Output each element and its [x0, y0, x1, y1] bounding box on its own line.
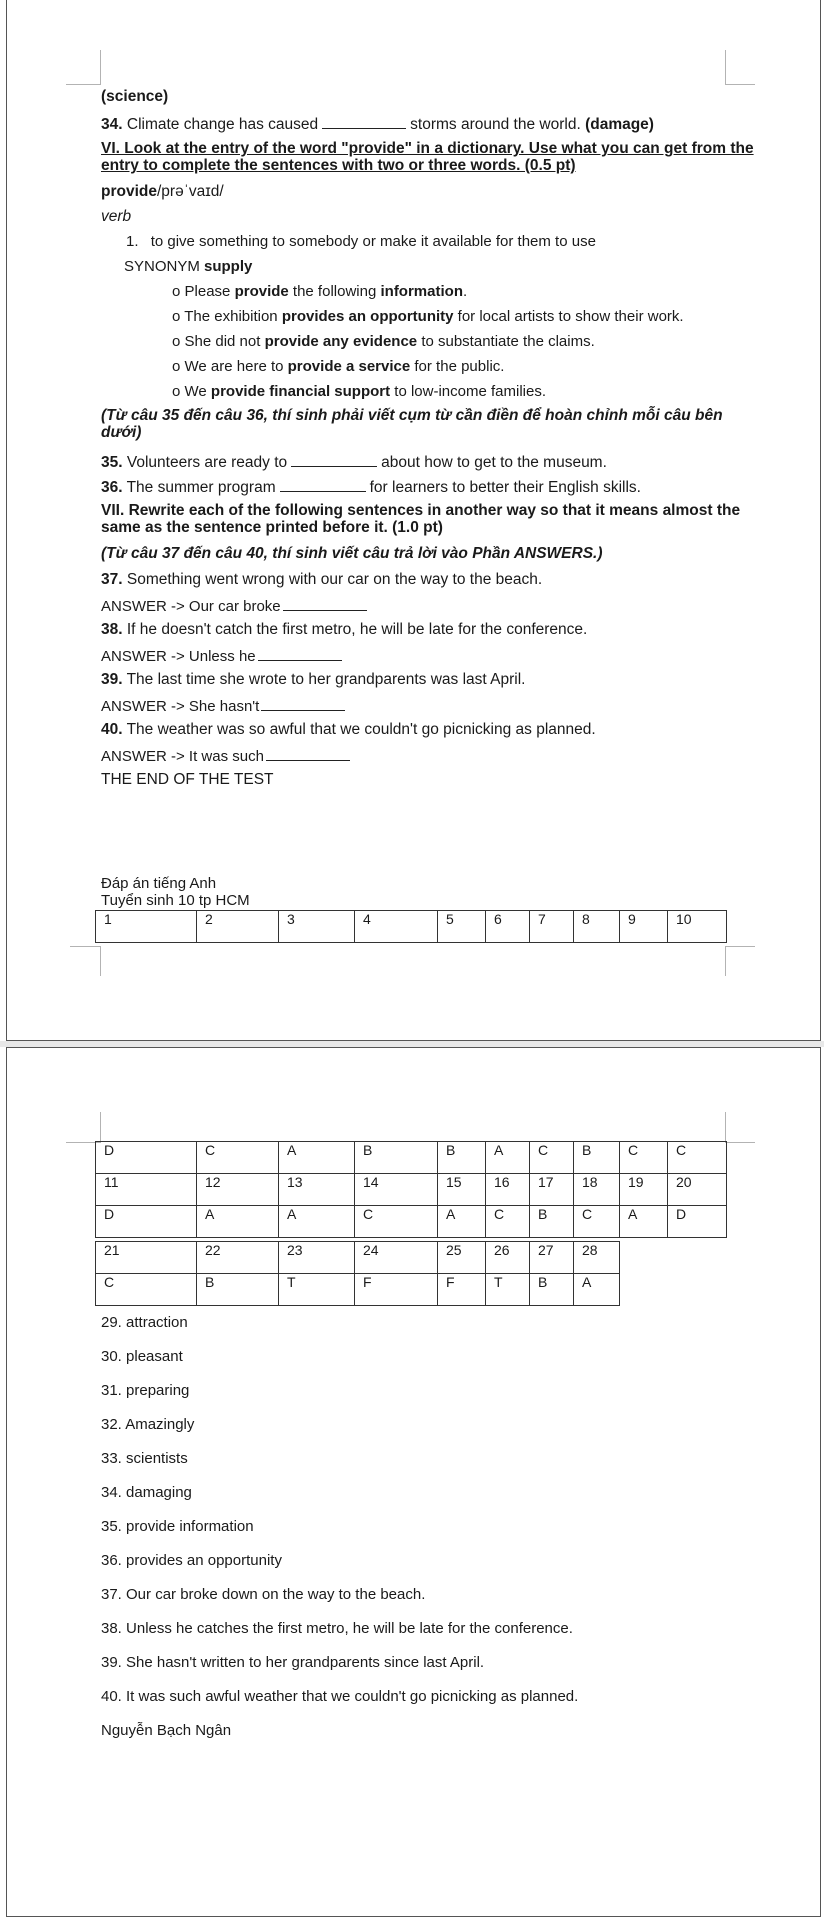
rewrite-answer — [101, 646, 342, 666]
table-cell: 1 — [96, 911, 197, 943]
dict-pos: verb — [101, 208, 132, 225]
answer-29: 29. attraction — [101, 1314, 188, 1331]
table-cell: 19 — [620, 1174, 668, 1206]
answer-blank[interactable] — [261, 696, 345, 711]
table-cell: D — [668, 1206, 727, 1238]
table-cell: F — [438, 1274, 486, 1306]
table-cell: 15 — [438, 1174, 486, 1206]
q34-hint: (damage) — [585, 116, 654, 133]
rewrite-answer — [101, 696, 345, 716]
instruction-35-36-line1: (Từ câu 35 đến câu 36, thí sinh phải viết cụm từ cần điền để hoàn chỉnh mỗi câu bên — [101, 407, 723, 424]
answer-32: 32. Amazingly — [101, 1416, 195, 1433]
example-bold: provide any evidence — [264, 333, 418, 350]
answer-blank[interactable] — [258, 646, 342, 661]
dict-sense — [126, 233, 596, 251]
dict-synonym — [124, 258, 252, 276]
answer-36: 36. provides an opportunity — [101, 1552, 282, 1569]
table-cell: 18 — [574, 1174, 620, 1206]
crop-mark — [100, 50, 101, 84]
synonym-label: SYNONYM — [124, 258, 200, 275]
crop-mark — [725, 946, 755, 947]
table-cell: 13 — [279, 1174, 355, 1206]
table-cell: C — [530, 1142, 574, 1174]
answer-blank[interactable] — [266, 746, 350, 761]
table-cell: B — [355, 1142, 438, 1174]
table-cell: C — [668, 1142, 727, 1174]
bullet: o — [172, 358, 181, 375]
table-cell: T — [486, 1274, 530, 1306]
example-text: to substantiate the claims. — [417, 333, 595, 350]
example-text: the following — [288, 283, 381, 300]
rewrite-question — [101, 671, 525, 689]
answer-key-table-full — [95, 1141, 727, 1238]
rewrite-number: 37. — [101, 571, 123, 588]
table-cell: 14 — [355, 1174, 438, 1206]
answer-prefix: ANSWER -> Unless he — [101, 648, 256, 665]
table-cell: B — [530, 1274, 574, 1306]
example-text: for the public. — [410, 358, 505, 375]
table-cell: C — [355, 1206, 438, 1238]
table-cell: 21 — [96, 1242, 197, 1274]
bullet: o — [172, 308, 181, 325]
table-cell: 24 — [355, 1242, 438, 1274]
example-bold: provides an opportunity — [281, 308, 454, 325]
key-subtitle: Tuyển sinh 10 tp HCM — [101, 892, 250, 909]
rewrite-number: 40. — [101, 721, 123, 738]
answer-34: 34. damaging — [101, 1484, 192, 1501]
question-36 — [101, 477, 641, 497]
rewrite-question — [101, 621, 587, 639]
answer-key-table-header — [95, 910, 727, 943]
answer-31: 31. preparing — [101, 1382, 190, 1399]
example-text: to low-income families. — [390, 383, 546, 400]
dict-headword: provide — [101, 183, 157, 200]
q34-after: storms around the world. — [410, 116, 581, 133]
table-cell: C — [96, 1274, 197, 1306]
q35-blank[interactable] — [291, 452, 377, 467]
table-cell: 5 — [438, 911, 486, 943]
table-cell: 4 — [355, 911, 438, 943]
dict-example — [172, 308, 684, 326]
q36-number: 36. — [101, 479, 123, 496]
instruction-35-36-line2: dưới) — [101, 424, 142, 441]
rewrite-text: The last time she wrote to her grandparents was last April. — [126, 671, 526, 688]
rewrite-question — [101, 721, 596, 739]
crop-mark — [66, 84, 101, 85]
q34-number: 34. — [101, 116, 123, 133]
example-text: for local artists to show their work. — [453, 308, 684, 325]
end-of-test: THE END OF THE TEST — [101, 771, 274, 788]
dict-example — [172, 358, 504, 376]
table-cell: 17 — [530, 1174, 574, 1206]
table-cell: 23 — [279, 1242, 355, 1274]
table-cell: B — [197, 1274, 279, 1306]
bullet: o — [172, 283, 181, 300]
section-6-heading-line1: VI. Look at the entry of the word "provide" in a dictionary. Use what you can get from the — [101, 140, 754, 157]
table-cell: 27 — [530, 1242, 574, 1274]
dict-headword-line — [101, 183, 224, 201]
rewrite-answer — [101, 596, 367, 616]
table-cell: C — [486, 1206, 530, 1238]
dict-sense-number: 1. — [126, 233, 139, 250]
table-cell: A — [620, 1206, 668, 1238]
table-cell: A — [197, 1206, 279, 1238]
table-cell: A — [574, 1274, 620, 1306]
crop-mark — [70, 946, 100, 947]
question-34 — [101, 114, 654, 134]
table-cell: B — [530, 1206, 574, 1238]
table-cell: D — [96, 1206, 197, 1238]
example-bold: information — [380, 283, 463, 300]
answer-prefix: ANSWER -> She hasn't — [101, 698, 260, 715]
bullet: o — [172, 333, 181, 350]
example-text: She did not — [184, 333, 265, 350]
answer-39: 39. She hasn't written to her grandparents since last April. — [101, 1654, 485, 1671]
table-cell: 20 — [668, 1174, 727, 1206]
table-cell: 26 — [486, 1242, 530, 1274]
section-7-heading-line1: VII. Rewrite each of the following sentences in another way so that it means almost the — [101, 502, 741, 519]
crop-mark — [725, 1112, 726, 1142]
answer-35: 35. provide information — [101, 1518, 254, 1535]
table-cell: 22 — [197, 1242, 279, 1274]
example-text: The exhibition — [184, 308, 282, 325]
table-cell: 7 — [530, 911, 574, 943]
table-cell: A — [438, 1206, 486, 1238]
example-text: . — [462, 283, 468, 300]
example-text: Please — [184, 283, 235, 300]
q35-before: Volunteers are ready to — [126, 454, 288, 471]
key-title: Đáp án tiếng Anh — [101, 875, 217, 892]
author-name: Nguyễn Bạch Ngân — [101, 1722, 232, 1739]
answer-blank[interactable] — [283, 596, 367, 611]
answer-37: 37. Our car broke down on the way to the beach. — [101, 1586, 426, 1603]
dict-example — [172, 383, 546, 401]
q36-before: The summer program — [126, 479, 276, 496]
dict-example — [172, 333, 595, 351]
q35-number: 35. — [101, 454, 123, 471]
example-bold: provide financial support — [210, 383, 391, 400]
table-cell: C — [620, 1142, 668, 1174]
table-cell: C — [197, 1142, 279, 1174]
instruction-37-40: (Từ câu 37 đến câu 40, thí sinh viết câu trả lời vào Phần ANSWERS.) — [101, 545, 603, 562]
table-cell: C — [574, 1206, 620, 1238]
crop-mark — [725, 84, 755, 85]
table-cell: A — [486, 1142, 530, 1174]
table-cell: 28 — [574, 1242, 620, 1274]
answer-30: 30. pleasant — [101, 1348, 183, 1365]
answer-33: 33. scientists — [101, 1450, 188, 1467]
table-cell: 6 — [486, 911, 530, 943]
table-cell: 16 — [486, 1174, 530, 1206]
answer-38: 38. Unless he catches the first metro, he will be late for the conference. — [101, 1620, 573, 1637]
example-text: We — [184, 383, 211, 400]
table-cell: D — [96, 1142, 197, 1174]
rewrite-question — [101, 571, 542, 589]
answer-prefix: ANSWER -> It was such — [101, 748, 264, 765]
table-cell: A — [279, 1206, 355, 1238]
q36-after: for learners to better their English skills. — [369, 479, 641, 496]
dict-sense-text: to give something to somebody or make it available for them to use — [150, 233, 596, 250]
dict-pronunciation: /prəˈvaɪd/ — [156, 183, 224, 200]
table-cell: 12 — [197, 1174, 279, 1206]
rewrite-text: The weather was so awful that we couldn't go picnicking as planned. — [126, 721, 596, 738]
section-7-heading-line2: same as the sentence printed before it. (1.0 pt) — [101, 519, 443, 536]
table-cell: 10 — [668, 911, 727, 943]
table-cell: A — [279, 1142, 355, 1174]
example-bold: provide — [234, 283, 289, 300]
crop-mark — [100, 1112, 101, 1142]
crop-mark — [100, 946, 101, 976]
question-35 — [101, 452, 607, 472]
q34-before: Climate change has caused — [126, 116, 319, 133]
crop-mark — [725, 946, 726, 976]
synonym-word: supply — [204, 258, 253, 275]
rewrite-answer — [101, 746, 350, 766]
table-cell: B — [438, 1142, 486, 1174]
table-cell: F — [355, 1274, 438, 1306]
example-text: We are here to — [184, 358, 288, 375]
table-cell: B — [574, 1142, 620, 1174]
q36-blank[interactable] — [280, 477, 366, 492]
table-cell: 9 — [620, 911, 668, 943]
q35-after: about how to get to the museum. — [381, 454, 607, 471]
example-bold: provide a service — [287, 358, 411, 375]
section-6-heading-line2: entry to complete the sentences with two or three words. (0.5 pt) — [101, 157, 576, 174]
table-cell: T — [279, 1274, 355, 1306]
table-cell: 3 — [279, 911, 355, 943]
table-cell: 8 — [574, 911, 620, 943]
rewrite-text: Something went wrong with our car on the way to the beach. — [126, 571, 543, 588]
crop-mark — [725, 50, 726, 84]
rewrite-text: If he doesn't catch the first metro, he will be late for the conference. — [126, 621, 588, 638]
answer-key-table-partial — [95, 1241, 620, 1306]
q34-blank[interactable] — [322, 114, 406, 129]
dict-example — [172, 283, 467, 301]
bullet: o — [172, 383, 181, 400]
rewrite-number: 38. — [101, 621, 123, 638]
science-tag: (science) — [101, 88, 169, 105]
crop-mark — [725, 1142, 755, 1143]
answer-40: 40. It was such awful weather that we couldn't go picnicking as planned. — [101, 1688, 579, 1705]
table-cell: 25 — [438, 1242, 486, 1274]
table-cell: 11 — [96, 1174, 197, 1206]
rewrite-number: 39. — [101, 671, 123, 688]
table-cell: 2 — [197, 911, 279, 943]
answer-prefix: ANSWER -> Our car broke — [101, 598, 281, 615]
